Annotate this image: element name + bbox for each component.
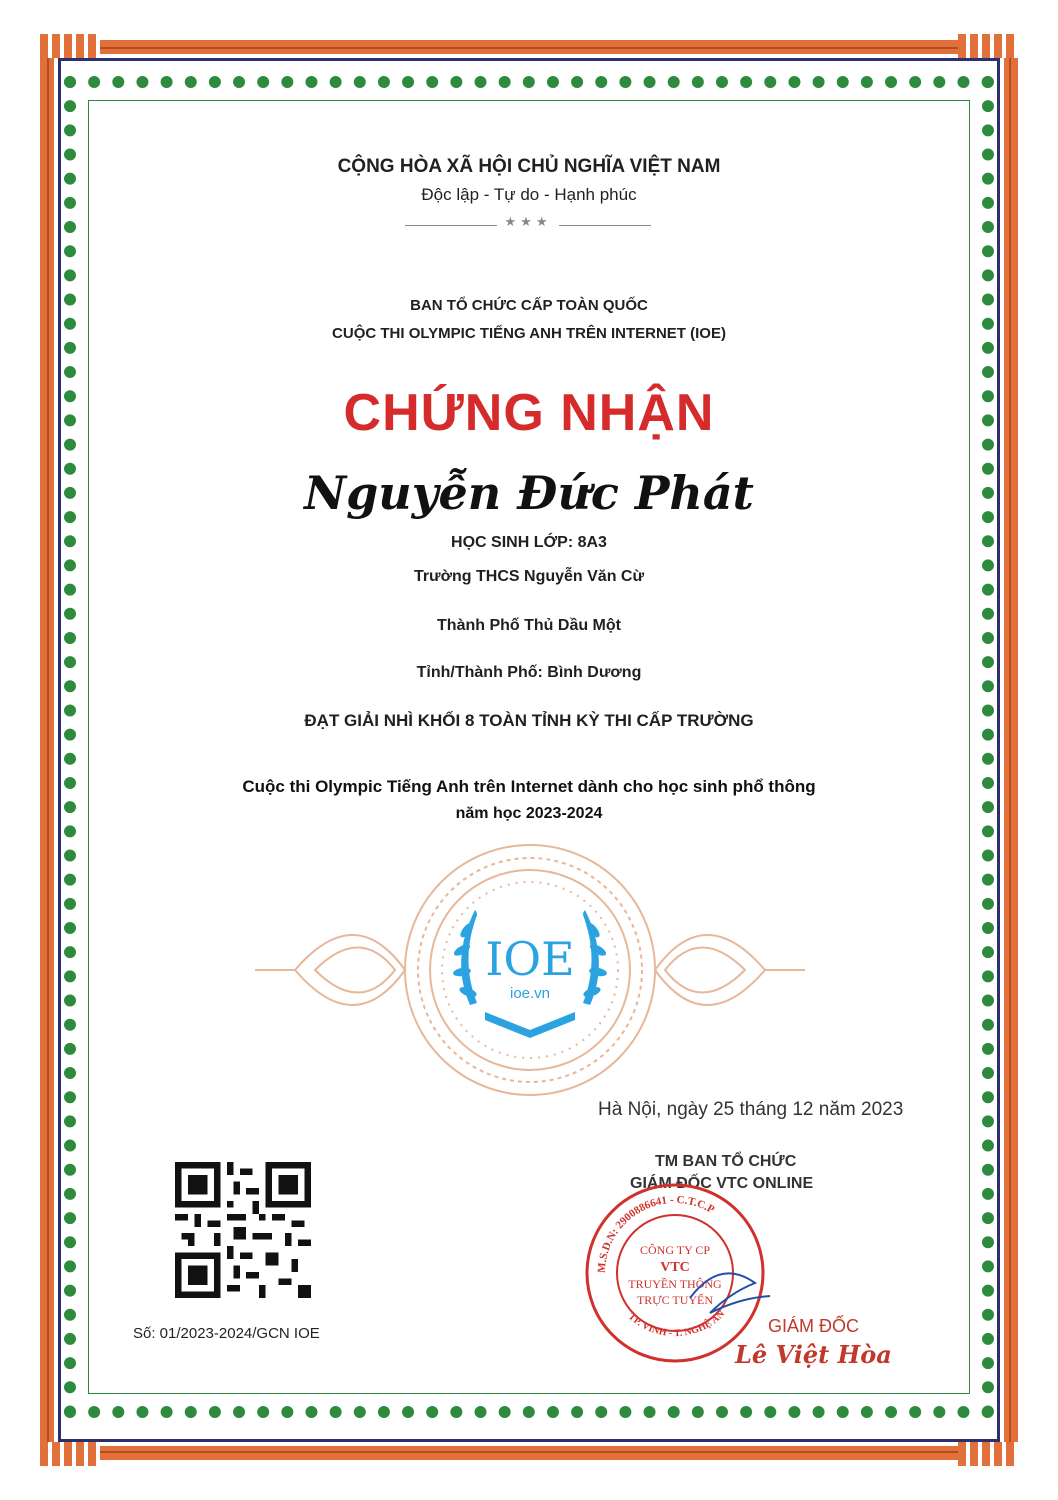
school-name: Trường THCS Nguyễn Văn Cừ <box>413 568 645 585</box>
signing-org-line-1: TM BAN TỔ CHỨC <box>655 1153 797 1170</box>
student-grade: HỌC SINH LỚP: 8A3 <box>451 534 607 551</box>
corner-ornament-top-left <box>40 34 100 58</box>
province-name: Tỉnh/Thành Phố: Bình Dương <box>416 664 642 681</box>
signer-name: Lê Việt Hòa <box>735 1340 892 1369</box>
recipient-name: Nguyễn Đức Phát <box>304 466 754 520</box>
qr-code-icon <box>175 1162 311 1298</box>
svg-text:M.S.D.N: 2900886641 - C.T.C.P <box>596 1194 717 1273</box>
ioe-emblem <box>255 840 805 1100</box>
city-name: Thành Phố Thủ Dầu Một <box>437 617 621 634</box>
issue-date: Hà Nội, ngày 25 tháng 12 năm 2023 <box>598 1099 904 1120</box>
corner-ornament-top-right <box>958 34 1018 58</box>
description-line-1: Cuộc thi Olympic Tiếng Anh trên Internet dành cho học sinh phổ thông <box>242 777 816 796</box>
corner-ornament-bottom-left <box>40 1442 100 1466</box>
signer-title: GIÁM ĐỐC <box>768 1316 860 1336</box>
motto: Độc lập - Tự do - Hạnh phúc <box>421 185 637 204</box>
stamp-line-4: TRỰC TUYẾN <box>636 1293 714 1307</box>
description-line-2: năm học 2023-2024 <box>455 805 603 822</box>
ioe-logo-text: IOE <box>485 932 575 986</box>
stamp-line-1: CÔNG TY CP <box>639 1243 711 1257</box>
certificate-serial-number: Số: 01/2023-2024/GCN IOE <box>133 1325 320 1342</box>
signing-org-line-2: GIÁM ĐỐC VTC ONLINE <box>630 1175 814 1192</box>
stamp-line-3: TRUYỀN THÔNG <box>628 1277 722 1291</box>
ioe-url-text: ioe.vn <box>509 985 551 1002</box>
corner-ornament-bottom-right <box>958 1442 1018 1466</box>
organizer-line-1: BAN TỔ CHỨC CẤP TOÀN QUỐC <box>410 297 648 314</box>
certificate-title: CHỨNG NHẬN <box>343 384 715 442</box>
award-text: ĐẠT GIẢI NHÌ KHỐI 8 TOÀN TỈNH KỲ THI CẤP TRƯỜNG <box>304 711 754 730</box>
stamp-ring-text: M.S.D.N: 2900886641 - C.T.C.P <box>595 1193 717 1274</box>
stamp-line-2: VTC <box>660 1260 690 1275</box>
stamp-bottom-text: TP. VINH - T. NGHỆ AN <box>625 1308 728 1340</box>
star-icon: ★★★ <box>504 214 552 229</box>
organizer-line-2: CUỘC THI OLYMPIC TIẾNG ANH TRÊN INTERNET (IOE) <box>332 325 726 342</box>
nation-heading: CỘNG HÒA XÃ HỘI CHỦ NGHĨA VIỆT NAM <box>337 156 721 177</box>
header-divider <box>405 214 651 232</box>
